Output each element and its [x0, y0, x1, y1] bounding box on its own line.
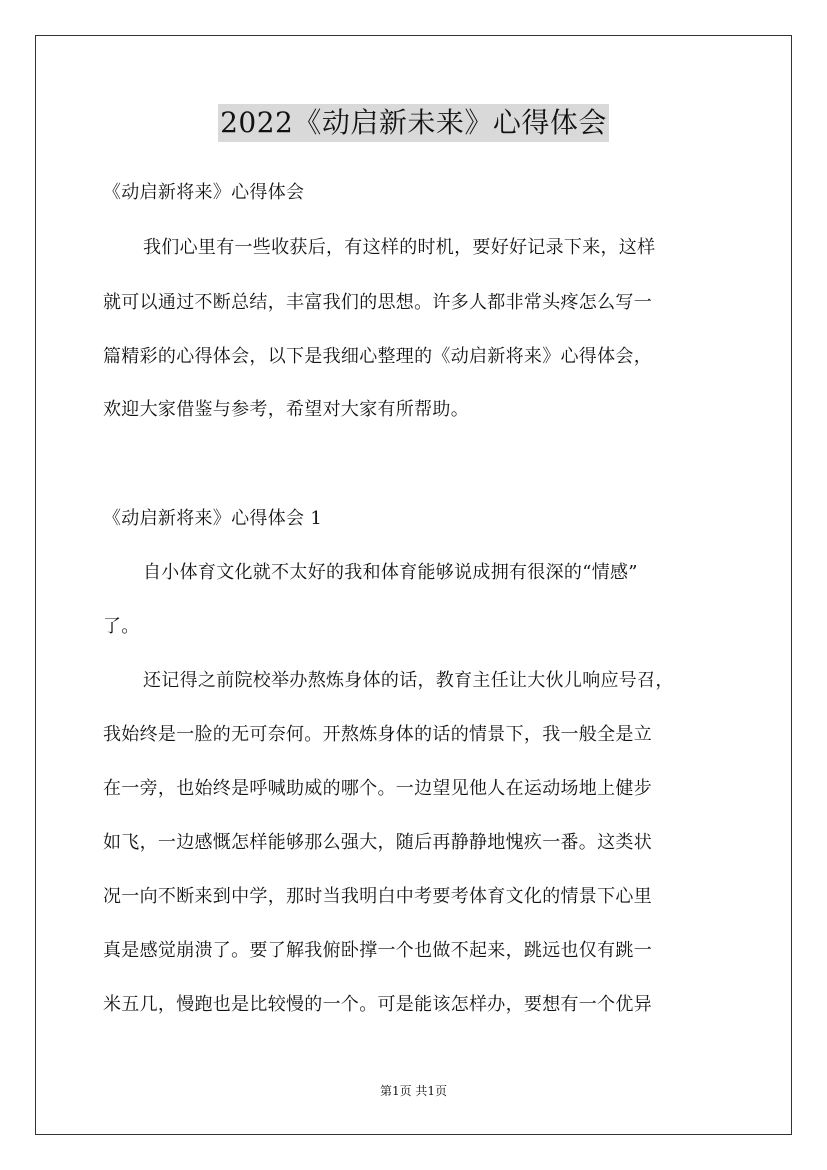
page-footer: 第1页 共1页 — [379, 1084, 448, 1098]
section-heading: 《动启新将来》心得体会 — [103, 182, 305, 203]
paragraph-line: 米五几，慢跑也是比较慢的一个。可是能该怎样办，要想有一个优异 — [103, 994, 652, 1015]
paragraph-line: 我们心里有一些收获后，有这样的时机，要好好记录下来，这样 — [143, 237, 656, 258]
paragraph-line: 我始终是一脸的无可奈何。开熬炼身体的话的情景下，我一般全是立 — [103, 724, 652, 745]
paragraph-line: 还记得之前院校举办熬炼身体的话，教育主任让大伙儿响应号召， — [143, 670, 674, 691]
paragraph-line: 在一旁，也始终是呼喊助威的哪个。一边望见他人在运动场地上健步 — [103, 778, 652, 799]
document-title: 2022《动启新未来》心得体会 — [218, 104, 609, 142]
title-container — [0, 104, 827, 142]
paragraph-line: 了。 — [103, 616, 140, 637]
paragraph-line: 真是感觉崩溃了。要了解我俯卧撑一个也做不起来，跳远也仅有跳一 — [103, 940, 652, 961]
paragraph-line: 况一向不断来到中学，那时当我明白中考要考体育文化的情景下心里 — [103, 886, 652, 907]
paragraph-line: 自小体育文化就不太好的我和体育能够说成拥有很深的“情感” — [143, 562, 638, 583]
paragraph-line: 篇精彩的心得体会，以下是我细心整理的《动启新将来》心得体会， — [103, 346, 652, 367]
section-heading: 《动启新将来》心得体会 1 — [103, 508, 323, 529]
paragraph-line: 就可以通过不断总结，丰富我们的思想。许多人都非常头疼怎么写一 — [103, 292, 652, 313]
paragraph-line: 如飞，一边感慨怎样能够那么强大，随后再静静地愧疚一番。这类状 — [103, 832, 652, 853]
paragraph-line: 欢迎大家借鉴与参考，希望对大家有所帮助。 — [103, 399, 469, 420]
